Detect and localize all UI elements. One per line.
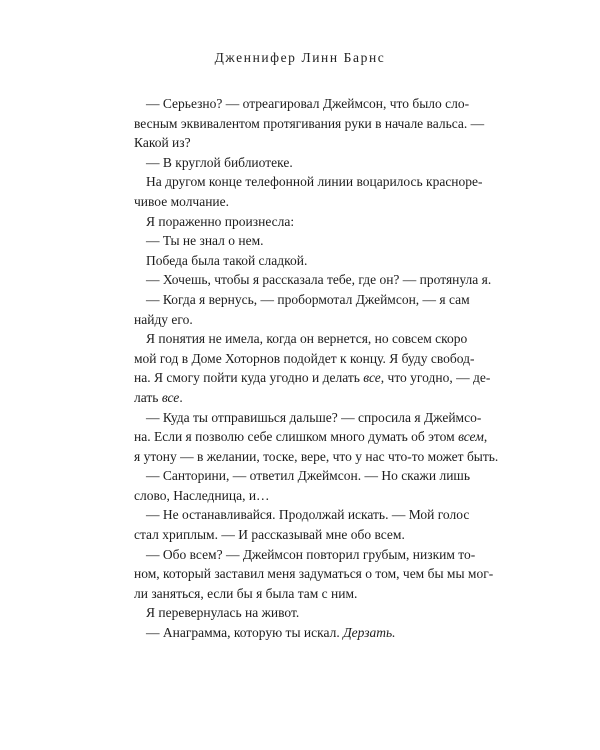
text-run: мой год в Доме Хоторнов подойдет к концу. Я буду свобод-: [134, 350, 475, 366]
paragraph: [134, 153, 464, 173]
text-line: [134, 270, 492, 290]
text-line: [134, 623, 464, 643]
text-run: — Не останавливайся. Продолжай искать. — Мой голос: [146, 507, 470, 523]
text-run: я утону — в желании, тоске, вере, что у нас что-то может быть.: [134, 448, 499, 464]
text-line: [134, 172, 483, 192]
paragraph: [134, 172, 483, 211]
text-line: [134, 525, 464, 545]
paragraph: [134, 290, 470, 329]
text-run: лать: [134, 389, 162, 405]
paragraph: [134, 270, 492, 290]
text-run: — Ты не знал о нем.: [146, 233, 264, 249]
text-line: [134, 505, 470, 525]
paragraph: [134, 545, 494, 604]
body-text: [134, 94, 499, 643]
paragraph: [134, 603, 464, 623]
text-run: — Когда я вернусь, — пробормотал Джеймсон, — я сам: [146, 291, 470, 307]
text-line: [134, 486, 464, 506]
text-line: [134, 447, 499, 467]
text-line: [134, 466, 470, 486]
text-run: — Анаграмма, которую ты искал.: [146, 625, 344, 641]
text-line: [134, 251, 464, 271]
italic-text: всем: [458, 429, 484, 445]
text-run: чивое молчание.: [134, 193, 230, 209]
text-run: Я пораженно произнесла:: [146, 213, 295, 229]
text-run: — Хочешь, чтобы я рассказала тебе, где он? — протянула я.: [146, 272, 492, 288]
paragraph: [134, 505, 470, 544]
text-run: ,: [483, 429, 488, 445]
text-line: [134, 349, 475, 369]
paragraph: [134, 408, 499, 467]
text-run: , что угодно, — де-: [380, 370, 491, 386]
text-line: [134, 153, 464, 173]
text-run: Какой из?: [134, 135, 191, 151]
text-run: на. Я смогу пойти куда угодно и делать: [134, 370, 364, 386]
text-run: — Куда ты отправишься дальше? — спросила я Джеймсо-: [146, 409, 482, 425]
text-line: [134, 310, 464, 330]
text-line: [134, 329, 468, 349]
text-run: Я понятия не имела, когда он вернется, но совсем скоро: [146, 331, 468, 347]
text-run: — Санторини, — ответил Джеймсон. — Но скажи лишь: [146, 468, 470, 484]
paragraph: [134, 466, 470, 505]
text-run: стал хриплым. — И рассказывай мне обо всем.: [134, 527, 405, 543]
text-line: [134, 545, 476, 565]
text-line: [134, 427, 488, 447]
text-run: На другом конце телефонной линии воцарилось красноре-: [146, 174, 483, 190]
text-run: Победа была такой сладкой.: [146, 252, 308, 268]
text-line: [134, 133, 464, 153]
text-line: [134, 388, 464, 408]
text-run: — Обо всем? — Джеймсон повторил грубым, низким то-: [146, 546, 476, 562]
text-line: [134, 564, 494, 584]
text-line: [134, 603, 464, 623]
text-run: ли заняться, если бы я была там с ним.: [134, 585, 358, 601]
text-run: — В круглой библиотеке.: [146, 154, 293, 170]
paragraph: [134, 623, 464, 643]
text-line: [134, 212, 464, 232]
running-head: Дженнифер Линн Барнс: [214, 50, 386, 65]
paragraph: [134, 94, 485, 153]
text-run: .: [179, 389, 183, 405]
text-line: [134, 94, 470, 114]
text-run: слово, Наследница, и…: [134, 487, 270, 503]
text-line: [134, 368, 491, 388]
paragraph: [134, 329, 491, 407]
text-line: [134, 290, 470, 310]
text-run: на. Если я позволю себе слишком много думать об этом: [134, 429, 459, 445]
text-line: [134, 114, 485, 134]
text-line: [134, 408, 482, 428]
text-line: [134, 231, 464, 251]
italic-text: Дерзать.: [343, 625, 396, 641]
paragraph: [134, 231, 464, 251]
text-run: весным эквивалентом протягивания руки в начале вальса. —: [134, 115, 485, 131]
text-line: [134, 584, 464, 604]
paragraph: [134, 212, 464, 232]
text-run: найду его.: [134, 311, 193, 327]
text-run: ном, который заставил меня задуматься о том, чем бы мы мог-: [134, 566, 494, 582]
text-line: [134, 192, 464, 212]
italic-text: все: [161, 389, 180, 405]
italic-text: все: [363, 370, 381, 386]
text-run: Я перевернулась на живот.: [146, 605, 300, 621]
paragraph: [134, 251, 464, 271]
text-run: — Серьезно? — отреагировал Джеймсон, что было сло-: [146, 96, 470, 111]
